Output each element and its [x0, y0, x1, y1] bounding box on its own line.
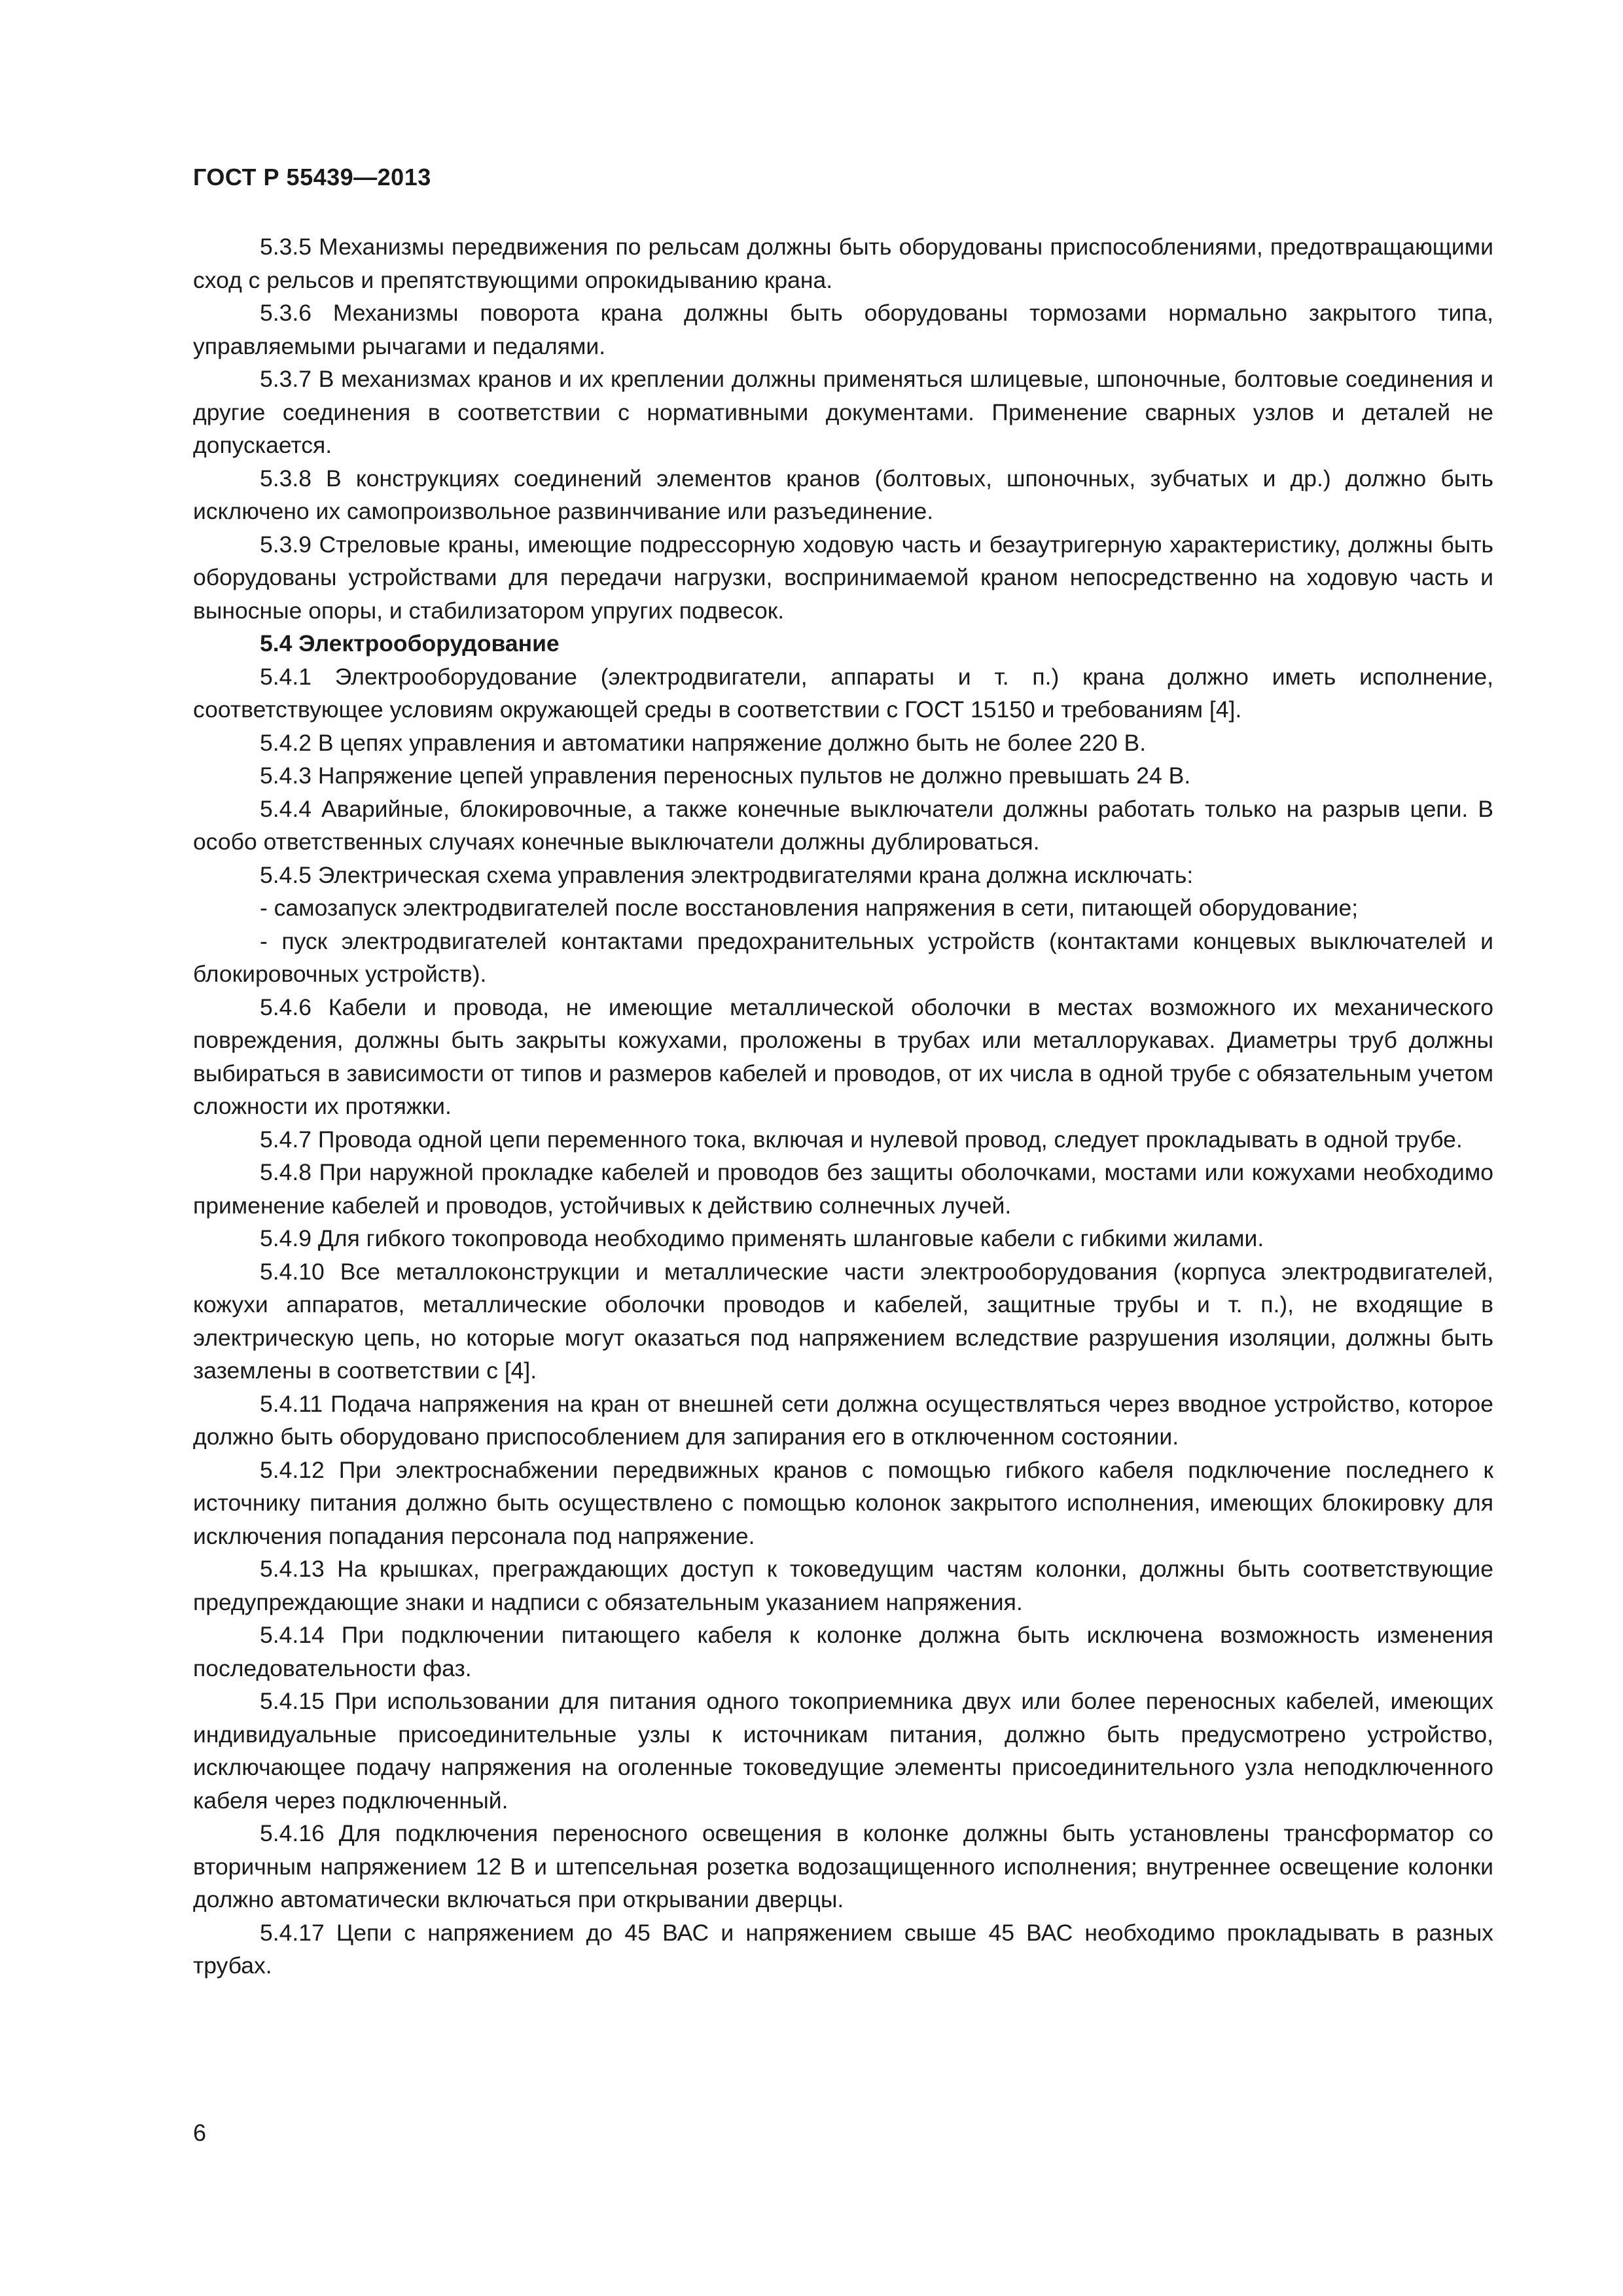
document-body: [193, 230, 1493, 1982]
paragraph-5-4-13: 5.4.13 На крышках, преграждающих доступ к токоведущим частям колонки, должны быть соответствующие предупреждающие знаки и надписи с обязательным указанием напряжения.: [193, 1556, 1493, 1615]
paragraph-5-4-2: 5.4.2 В цепях управления и автоматики напряжение должно быть не более 220 В.: [260, 729, 1147, 756]
paragraph-5-4-7: 5.4.7 Провода одной цепи переменного тока, включая и нулевой провод, следует прокладывать в одной трубе.: [260, 1126, 1463, 1153]
paragraph-5-4-16: 5.4.16 Для подключения переносного освещения в колонке должны быть установлены трансформатор со вторичным напряжением 12 В и штепсельная розетка водозащищенного исполнения; внутреннее освещение колонки должно автоматически включаться при открывании дверцы.: [193, 1820, 1493, 1912]
list-item-start-contacts: - пуск электродвигателей контактами предохранительных устройств (контактами концевых выключателей и блокировочных устройств).: [193, 927, 1493, 987]
paragraph-5-4-17: 5.4.17 Цепи с напряжением до 45 ВАС и напряжением свыше 45 ВАС необходимо прокладывать в разных трубах.: [193, 1919, 1493, 1979]
paragraph-5-4-10: 5.4.10 Все металлоконструкции и металлические части электрооборудования (корпуса электродвигателей, кожухи аппаратов, металлические оболочки проводов и кабелей, защитные трубы и т. п.), не входящие в электрическую цепь, но которые могут оказаться под напряжением вследствие разрушения изоляции, должны быть заземлены в соответствии с [4].: [193, 1258, 1493, 1384]
paragraph-5-4-11: 5.4.11 Подача напряжения на кран от внешней сети должна осуществляться через вводное устройство, которое должно быть оборудовано приспособлением для запирания его в отключенном состоянии.: [193, 1390, 1493, 1450]
paragraph-5-3-8: 5.3.8 В конструкциях соединений элементов кранов (болтовых, шпоночных, зубчатых и др.) должно быть исключено их самопроизвольное развинчивание или разъединение.: [193, 465, 1493, 524]
paragraph-5-3-5: 5.3.5 Механизмы передвижения по рельсам должны быть оборудованы приспособлениями, предотвращающими сход с рельсов и препятствующими опрокидыванию крана.: [193, 234, 1493, 293]
paragraph-5-4-4: 5.4.4 Аварийные, блокировочные, а также конечные выключатели должны работать только на разрыв цепи. В особо ответственных случаях конечные выключатели должны дублироваться.: [193, 795, 1493, 855]
paragraph-5-4-5: 5.4.5 Электрическая схема управления электродвигателями крана должна исключать:: [260, 861, 1194, 888]
paragraph-5-4-3: 5.4.3 Напряжение цепей управления переносных пультов не должно превышать 24 В.: [260, 762, 1191, 789]
paragraph-5-4-6: 5.4.6 Кабели и провода, не имеющие металлической оболочки в местах возможного их механического повреждения, должны быть закрыты кожухами, проложены в трубах или металлорукавах. Диаметры труб должны выбираться в зависимости от типов и размеров кабелей и проводов, от их числа в одной трубе с обязательным учетом сложности их протяжки.: [193, 994, 1493, 1119]
paragraph-5-4-14: 5.4.14 При подключении питающего кабеля к колонке должна быть исключена возможность изменения последовательности фаз.: [193, 1622, 1493, 1681]
standard-header: ГОСТ Р 55439—2013: [193, 164, 431, 190]
list-item-self-start: - самозапуск электродвигателей после восстановления напряжения в сети, питающей оборудование;: [260, 895, 1359, 921]
paragraph-5-3-6: 5.3.6 Механизмы поворота крана должны быть оборудованы тормозами нормально закрытого типа, управляемыми рычагами и педалями.: [193, 300, 1493, 359]
paragraph-5-3-9: 5.3.9 Стреловые краны, имеющие подрессорную ходовую часть и безаутригерную характеристику, должны быть оборудованы устройствами для передачи нагрузки, воспринимаемой краном непосредственно на ходовую часть и выносные опоры, и стабилизатором упругих подвесок.: [193, 531, 1493, 624]
paragraph-5-4-8: 5.4.8 При наружной прокладке кабелей и проводов без защиты оболочками, мостами или кожухами необходимо применение кабелей и проводов, устойчивых к действию солнечных лучей.: [193, 1159, 1493, 1219]
paragraph-5-4-9: 5.4.9 Для гибкого токопровода необходимо применять шланговые кабели с гибкими жилами.: [260, 1225, 1264, 1251]
paragraph-5-4-12: 5.4.12 При электроснабжении передвижных кранов с помощью гибкого кабеля подключение последнего к источнику питания должно быть осуществлено с помощью колонок закрытого исполнения, имеющих блокировку для исключения попадания персонала под напряжение.: [193, 1456, 1493, 1549]
paragraph-5-3-7: 5.3.7 В механизмах кранов и их креплении должны применяться шлицевые, шпоночные, болтовые соединения и другие соединения в соответствии с нормативными документами. Применение сварных узлов и деталей не допускается.: [193, 366, 1493, 458]
paragraph-5-4-1: 5.4.1 Электрооборудование (электродвигатели, аппараты и т. п.) крана должно иметь исполнение, соответствующее условиям окружающей среды в соответствии с ГОСТ 15150 и требованиям [4].: [193, 663, 1493, 723]
paragraph-5-4-15: 5.4.15 При использовании для питания одного токоприемника двух или более переносных кабелей, имеющих индивидуальные присоединительные узлы к источникам питания, должно быть предусмотрено устройство, исключающее подачу напряжения на оголенные токоведущие элементы присоединительного узла неподключенного кабеля через подключенный.: [193, 1688, 1493, 1814]
page-number: 6: [193, 2119, 207, 2146]
section-heading: 5.4 Электрооборудование: [260, 630, 560, 656]
